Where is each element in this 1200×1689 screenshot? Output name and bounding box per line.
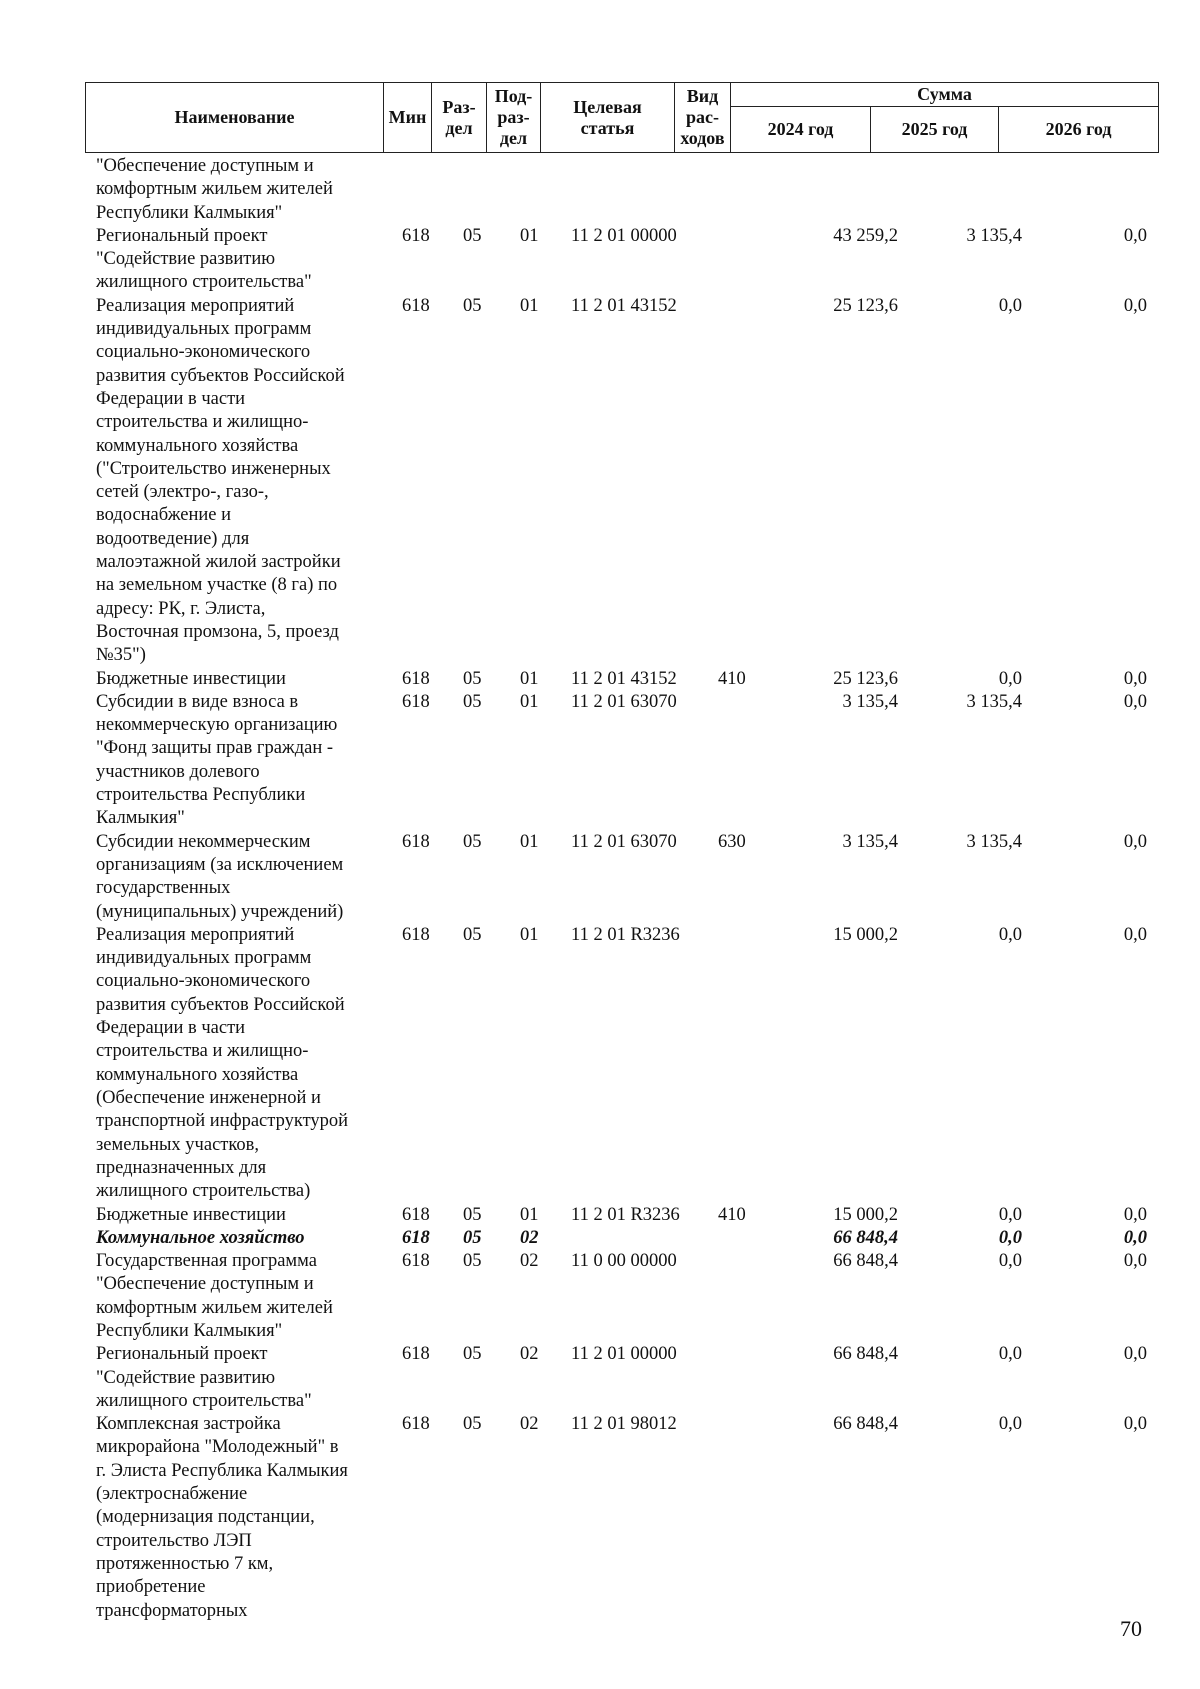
row-razdel: 05 bbox=[463, 1414, 482, 1435]
row-razdel: 05 bbox=[463, 668, 482, 689]
row-name-line: строительства и жилищно- bbox=[96, 412, 309, 433]
row-name-line: предназначенных для bbox=[96, 1157, 267, 1178]
row-name bbox=[96, 831, 396, 924]
row-name-line: на земельном участке (8 га) по bbox=[96, 575, 338, 596]
row-name-line: приобретение bbox=[96, 1577, 206, 1598]
row-podrazdel: 02 bbox=[520, 1251, 539, 1272]
row-value-2025: 0,0 bbox=[998, 924, 1022, 945]
row-name bbox=[96, 1343, 396, 1413]
header-summa: Сумма bbox=[731, 83, 1159, 107]
row-celevaya: 11 2 01 98012 bbox=[571, 1414, 677, 1435]
row-name-line: Калмыкия" bbox=[96, 808, 185, 829]
row-name-line: сетей (электро-, газо-, bbox=[96, 482, 269, 503]
row-name bbox=[96, 1250, 396, 1343]
row-name-line: развития субъектов Российской bbox=[96, 994, 345, 1015]
row-min: 618 bbox=[402, 295, 430, 316]
row-name-line: транспортной инфраструктурой bbox=[96, 1111, 349, 1132]
row-value-2026: 0,0 bbox=[1123, 1414, 1147, 1435]
header-2025: 2025 год bbox=[871, 107, 999, 153]
row-name-line: Субсидии в виде взноса в bbox=[96, 691, 299, 712]
row-vid: 630 bbox=[718, 831, 746, 852]
row-name bbox=[96, 924, 396, 1204]
row-name-line: государственных bbox=[96, 878, 231, 899]
row-name-line: Региональный проект bbox=[96, 1344, 268, 1365]
row-name-line: трансформаторных bbox=[96, 1600, 248, 1621]
row-value-2024: 66 848,4 bbox=[833, 1227, 898, 1248]
row-value-2026: 0,0 bbox=[1123, 831, 1147, 852]
row-min: 618 bbox=[402, 1344, 430, 1365]
row-razdel: 05 bbox=[463, 924, 482, 945]
row-value-2024: 15 000,2 bbox=[833, 924, 898, 945]
row-value-2026: 0,0 bbox=[1123, 924, 1147, 945]
row-value-2025: 3 135,4 bbox=[966, 691, 1022, 712]
row-name-line: ("Строительство инженерных bbox=[96, 458, 331, 479]
row-name-line: №35") bbox=[96, 645, 146, 666]
row-name-line: участников долевого bbox=[96, 761, 260, 782]
row-name-line: жилищного строительства" bbox=[96, 272, 312, 293]
row-name-line: Бюджетные инвестиции bbox=[96, 1204, 286, 1225]
row-name bbox=[96, 155, 396, 225]
row-celevaya: 11 2 01 R3236 bbox=[571, 924, 680, 945]
row-celevaya: 11 0 00 00000 bbox=[571, 1251, 677, 1272]
row-celevaya: 11 2 01 R3236 bbox=[571, 1204, 680, 1225]
row-value-2025: 0,0 bbox=[998, 1344, 1022, 1365]
row-name-line: водоотведение) для bbox=[96, 528, 250, 549]
row-razdel: 05 bbox=[463, 1227, 482, 1248]
row-name-line: микрорайона "Молодежный" в bbox=[96, 1437, 339, 1458]
row-name-line: Республики Калмыкия" bbox=[96, 1320, 283, 1341]
row-name-line: "Обеспечение доступным и bbox=[96, 1274, 314, 1295]
row-podrazdel: 01 bbox=[520, 295, 539, 316]
row-min: 618 bbox=[402, 225, 430, 246]
row-name-line: земельных участков, bbox=[96, 1134, 260, 1155]
row-celevaya: 11 2 01 43152 bbox=[571, 295, 677, 316]
row-value-2026: 0,0 bbox=[1123, 225, 1147, 246]
row-name-line: социально-экономического bbox=[96, 971, 311, 992]
row-celevaya: 11 2 01 63070 bbox=[571, 831, 677, 852]
row-razdel: 05 bbox=[463, 295, 482, 316]
row-name-line: (муниципальных) учреждений) bbox=[96, 901, 344, 922]
row-name-line: "Содействие развитию bbox=[96, 249, 276, 270]
row-min: 618 bbox=[402, 1251, 430, 1272]
row-name-line: строительства Республики bbox=[96, 785, 306, 806]
row-value-2025: 0,0 bbox=[998, 1204, 1022, 1225]
row-name-line: Реализация мероприятий bbox=[96, 924, 295, 945]
row-min: 618 bbox=[402, 831, 430, 852]
header-name: Наименование bbox=[86, 83, 384, 153]
row-razdel: 05 bbox=[463, 1344, 482, 1365]
row-value-2025: 0,0 bbox=[998, 668, 1022, 689]
row-podrazdel: 01 bbox=[520, 1204, 539, 1225]
row-value-2026: 0,0 bbox=[1123, 295, 1147, 316]
row-min: 618 bbox=[402, 924, 430, 945]
row-name bbox=[96, 1227, 396, 1250]
row-name-line: Федерации в части bbox=[96, 1018, 246, 1039]
row-podrazdel: 01 bbox=[520, 691, 539, 712]
row-celevaya: 11 2 01 00000 bbox=[571, 225, 677, 246]
row-value-2024: 66 848,4 bbox=[833, 1344, 898, 1365]
row-name-line: (модернизация подстанции, bbox=[96, 1507, 315, 1528]
row-name bbox=[96, 668, 396, 691]
row-value-2024: 43 259,2 bbox=[833, 225, 898, 246]
row-min: 618 bbox=[402, 691, 430, 712]
row-name-line: Коммунальное хозяйство bbox=[96, 1227, 305, 1248]
row-name-line: Государственная программа bbox=[96, 1251, 317, 1272]
row-razdel: 05 bbox=[463, 691, 482, 712]
row-name-line: индивидуальных программ bbox=[96, 948, 312, 969]
table-header bbox=[85, 82, 1159, 153]
row-min: 618 bbox=[402, 1204, 430, 1225]
row-name-line: протяженностью 7 км, bbox=[96, 1553, 274, 1574]
row-value-2026: 0,0 bbox=[1123, 1251, 1147, 1272]
row-name-line: строительство ЛЭП bbox=[96, 1530, 252, 1551]
row-value-2026: 0,0 bbox=[1123, 668, 1147, 689]
row-name-line: организациям (за исключением bbox=[96, 854, 344, 875]
row-min: 618 bbox=[402, 1414, 430, 1435]
row-podrazdel: 01 bbox=[520, 668, 539, 689]
row-value-2025: 0,0 bbox=[998, 1251, 1022, 1272]
row-name bbox=[96, 1413, 396, 1623]
row-name-line: Республики Калмыкия" bbox=[96, 202, 283, 223]
row-name-line: комфортным жильем жителей bbox=[96, 179, 333, 200]
row-name-line: "Фонд защиты прав граждан - bbox=[96, 738, 334, 759]
row-name-line: г. Элиста Республика Калмыкия bbox=[96, 1460, 348, 1481]
header-vid: Вид рас- ходов bbox=[675, 83, 731, 153]
row-value-2024: 66 848,4 bbox=[833, 1251, 898, 1272]
header-2024: 2024 год bbox=[731, 107, 871, 153]
row-name bbox=[96, 1204, 396, 1227]
row-value-2025: 0,0 bbox=[998, 1227, 1022, 1248]
row-value-2025: 0,0 bbox=[998, 1414, 1022, 1435]
row-value-2026: 0,0 bbox=[1123, 1344, 1147, 1365]
row-celevaya: 11 2 01 00000 bbox=[571, 1344, 677, 1365]
row-name-line: индивидуальных программ bbox=[96, 319, 312, 340]
row-value-2024: 3 135,4 bbox=[842, 691, 898, 712]
row-name-line: коммунального хозяйства bbox=[96, 435, 299, 456]
row-value-2024: 15 000,2 bbox=[833, 1204, 898, 1225]
row-razdel: 05 bbox=[463, 831, 482, 852]
row-value-2025: 3 135,4 bbox=[966, 225, 1022, 246]
row-value-2026: 0,0 bbox=[1123, 1204, 1147, 1225]
row-name bbox=[96, 295, 396, 668]
row-value-2025: 0,0 bbox=[998, 295, 1022, 316]
row-name-line: Восточная промзона, 5, проезд bbox=[96, 621, 339, 642]
header-min: Мин bbox=[384, 83, 432, 153]
row-vid: 410 bbox=[718, 1204, 746, 1225]
row-podrazdel: 01 bbox=[520, 924, 539, 945]
row-name-line: развития субъектов Российской bbox=[96, 365, 345, 386]
row-name-line: Федерации в части bbox=[96, 388, 246, 409]
row-name-line: Комплексная застройка bbox=[96, 1414, 281, 1435]
row-vid: 410 bbox=[718, 668, 746, 689]
row-razdel: 05 bbox=[463, 1251, 482, 1272]
page-number: 70 bbox=[1120, 1616, 1142, 1641]
row-podrazdel: 01 bbox=[520, 225, 539, 246]
row-value-2026: 0,0 bbox=[1123, 691, 1147, 712]
row-name-line: малоэтажной жилой застройки bbox=[96, 552, 341, 573]
row-name-line: (Обеспечение инженерной и bbox=[96, 1087, 321, 1108]
row-name-line: Реализация мероприятий bbox=[96, 295, 295, 316]
header-razdel: Раз- дел bbox=[432, 83, 487, 153]
row-name-line: Региональный проект bbox=[96, 225, 268, 246]
row-name-line: социально-экономического bbox=[96, 342, 311, 363]
row-min: 618 bbox=[402, 668, 430, 689]
row-podrazdel: 02 bbox=[520, 1344, 539, 1365]
row-name-line: (электроснабжение bbox=[96, 1484, 248, 1505]
row-value-2024: 25 123,6 bbox=[833, 295, 898, 316]
row-min: 618 bbox=[402, 1227, 430, 1248]
row-name bbox=[96, 691, 396, 831]
row-name-line: Субсидии некоммерческим bbox=[96, 831, 311, 852]
row-name-line: некоммерческую организацию bbox=[96, 715, 338, 736]
row-podrazdel: 01 bbox=[520, 831, 539, 852]
row-name-line: комфортным жильем жителей bbox=[96, 1297, 333, 1318]
header-celevaya: Целевая статья bbox=[541, 83, 675, 153]
row-name-line: жилищного строительства) bbox=[96, 1181, 311, 1202]
row-razdel: 05 bbox=[463, 225, 482, 246]
row-name-line: "Содействие развитию bbox=[96, 1367, 276, 1388]
row-value-2026: 0,0 bbox=[1123, 1227, 1147, 1248]
row-name-line: "Обеспечение доступным и bbox=[96, 156, 314, 176]
row-celevaya: 11 2 01 43152 bbox=[571, 668, 677, 689]
row-value-2025: 3 135,4 bbox=[966, 831, 1022, 852]
row-name-line: коммунального хозяйства bbox=[96, 1064, 299, 1085]
row-podrazdel: 02 bbox=[520, 1227, 539, 1248]
row-value-2024: 25 123,6 bbox=[833, 668, 898, 689]
row-name-line: адресу: РК, г. Элиста, bbox=[96, 598, 266, 619]
row-name-line: Бюджетные инвестиции bbox=[96, 668, 286, 689]
row-value-2024: 3 135,4 bbox=[842, 831, 898, 852]
row-name-line: жилищного строительства" bbox=[96, 1390, 312, 1411]
row-podrazdel: 02 bbox=[520, 1414, 539, 1435]
header-podrazdel: Под- раз- дел bbox=[487, 83, 541, 153]
row-name bbox=[96, 225, 396, 295]
row-celevaya: 11 2 01 63070 bbox=[571, 691, 677, 712]
row-razdel: 05 bbox=[463, 1204, 482, 1225]
row-value-2024: 66 848,4 bbox=[833, 1414, 898, 1435]
row-name-line: строительства и жилищно- bbox=[96, 1041, 309, 1062]
header-2026: 2026 год bbox=[999, 107, 1159, 153]
row-name-line: водоснабжение и bbox=[96, 505, 232, 526]
